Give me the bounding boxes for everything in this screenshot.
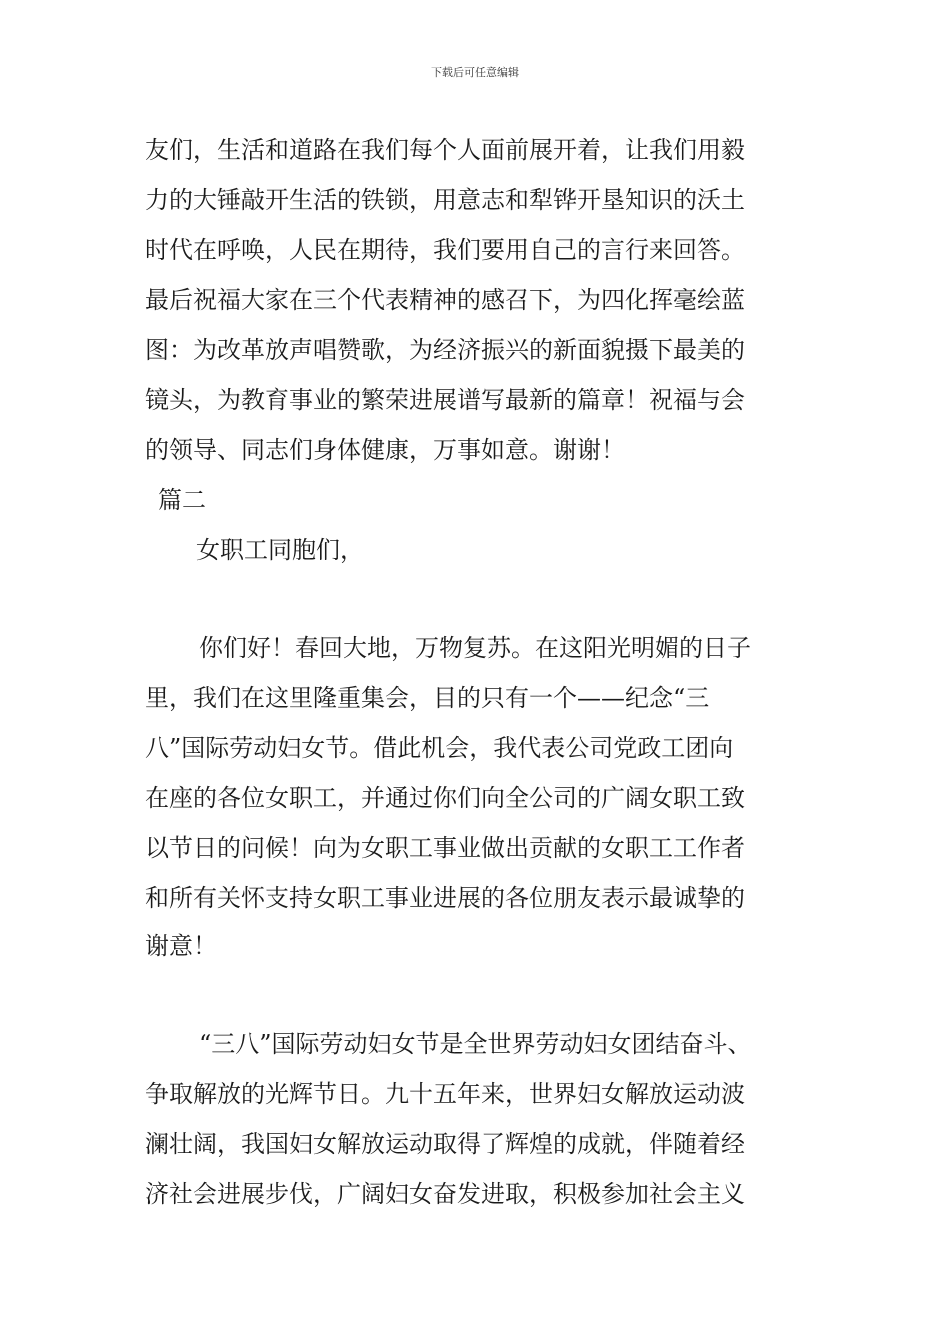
text-line: 争取解放的光辉节日。九十五年来，世界妇女解放运动波 bbox=[145, 1080, 745, 1108]
text-line: 图：为改革放声唱赞歌，为经济振兴的新面貌摄下最美的 bbox=[145, 336, 745, 364]
text-line: 时代在呼唤，人民在期待，我们要用自己的言行来回答。 bbox=[145, 236, 745, 264]
salutation: 女职工同胞们， bbox=[196, 536, 364, 564]
section-heading: 篇二 bbox=[158, 486, 206, 514]
text-line: 你们好！春回大地，万物复苏。在这阳光明媚的日子 bbox=[199, 634, 751, 662]
page-header: 下载后可任意编辑 bbox=[431, 66, 519, 79]
text-line: 济社会进展步伐，广阔妇女奋发进取，积极参加社会主义 bbox=[145, 1180, 745, 1208]
text-line: “三八”国际劳动妇女节是全世界劳动妇女团结奋斗、 bbox=[199, 1030, 752, 1058]
text-line: 谢意！ bbox=[145, 932, 217, 960]
text-line: 镜头，为教育事业的繁荣进展谱写最新的篇章！祝福与会 bbox=[145, 386, 745, 414]
text-line: 澜壮阔，我国妇女解放运动取得了辉煌的成就，伴随着经 bbox=[145, 1130, 745, 1158]
text-line: 和所有关怀支持女职工事业进展的各位朋友表示最诚挚的 bbox=[145, 884, 745, 912]
text-line: 八”国际劳动妇女节。借此机会，我代表公司党政工团向 bbox=[145, 734, 734, 762]
text-line: 以节日的问候！向为女职工事业做出贡献的女职工工作者 bbox=[145, 834, 745, 862]
text-line: 的领导、同志们身体健康，万事如意。谢谢！ bbox=[145, 436, 625, 464]
text-line: 里，我们在这里隆重集会，目的只有一个——纪念“三 bbox=[145, 684, 710, 712]
text-line: 在座的各位女职工，并通过你们向全公司的广阔女职工致 bbox=[145, 784, 745, 812]
text-line: 友们，生活和道路在我们每个人面前展开着，让我们用毅 bbox=[145, 136, 745, 164]
text-line: 最后祝福大家在三个代表精神的感召下，为四化挥毫绘蓝 bbox=[145, 286, 745, 314]
text-line: 力的大锤敲开生活的铁锁，用意志和犁铧开垦知识的沃土 bbox=[145, 186, 745, 214]
